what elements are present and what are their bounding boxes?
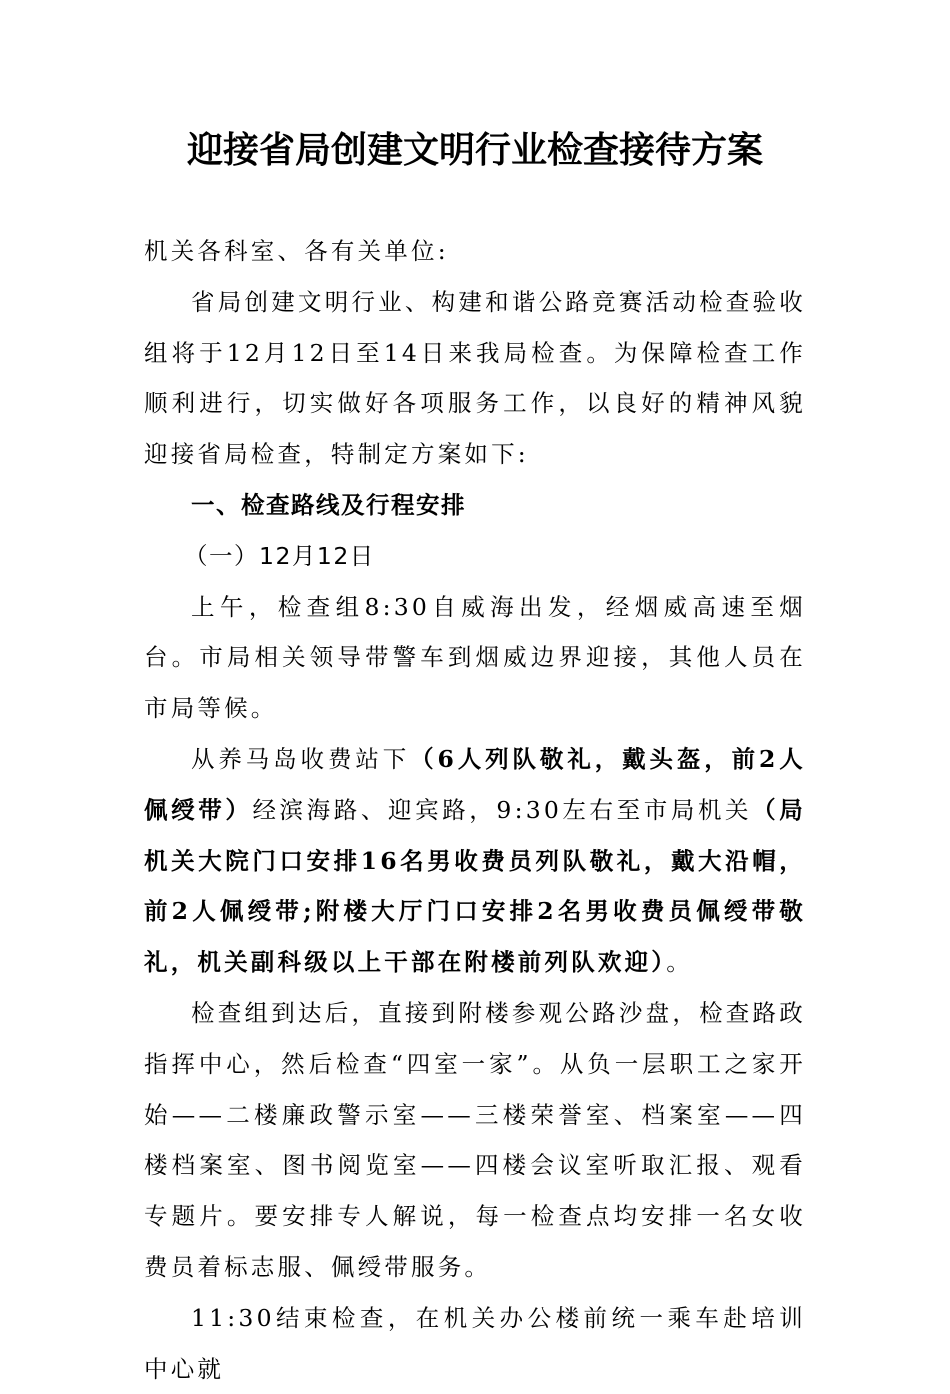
welcome-arrangement-note: （局机关大院门口安排16名男收费员列队敬礼，戴大沿帽，前2人佩绶带;附楼大厅门口安排2名男收费员佩绶带敬礼，机关副科级以上干部在附楼前列队欢迎） [144, 795, 806, 977]
salutation: 机关各科室、各有关单位: [144, 237, 449, 265]
morning-paragraph: 上午，检查组8:30自威海出发，经烟威高速至烟台。市局相关领导带警车到烟威边界迎接，其他人员在市局等候。 [144, 592, 806, 723]
document-body [144, 226, 806, 1394]
intro-paragraph: 省局创建文明行业、构建和谐公路竞赛活动检查验收组将于12月12日至14日来我局检查。为保障检查工作顺利进行，切实做好各项服务工作，以良好的精神风貌迎接省局检查，特制定方案如下: [144, 287, 806, 469]
route-text: 从养马岛收费站下 [191, 744, 411, 773]
subsection-heading: （一）12月12日 [184, 541, 375, 570]
route-text: 经滨海路、迎宾路，9:30左右至市局机关 [252, 795, 753, 824]
route-text: 。 [666, 948, 693, 977]
document-title: 迎接省局创建文明行业检查接待方案 [186, 129, 763, 171]
inspection-paragraph: 检查组到达后，直接到附楼参观公路沙盘，检查路政指挥中心，然后检查“四室一家”。从负一层职工之家开始——二楼廉政警示室——三楼荣誉室、档案室——四楼档案室、图书阅览室——四楼会议室听取汇报、观看专题片。要安排专人解说，每一检查点均安排一名女收费员着标志服、佩绶带服务。 [144, 998, 806, 1281]
route-arrangement-note: （6人列队敬礼，戴头盔，前2人佩绶带） [144, 744, 806, 824]
end-paragraph: 11:30结束检查，在机关办公楼前统一乘车赴培训中心就 [144, 1303, 806, 1383]
section-heading: 一、检查路线及行程安排 [191, 490, 466, 519]
route-paragraph [144, 734, 806, 988]
